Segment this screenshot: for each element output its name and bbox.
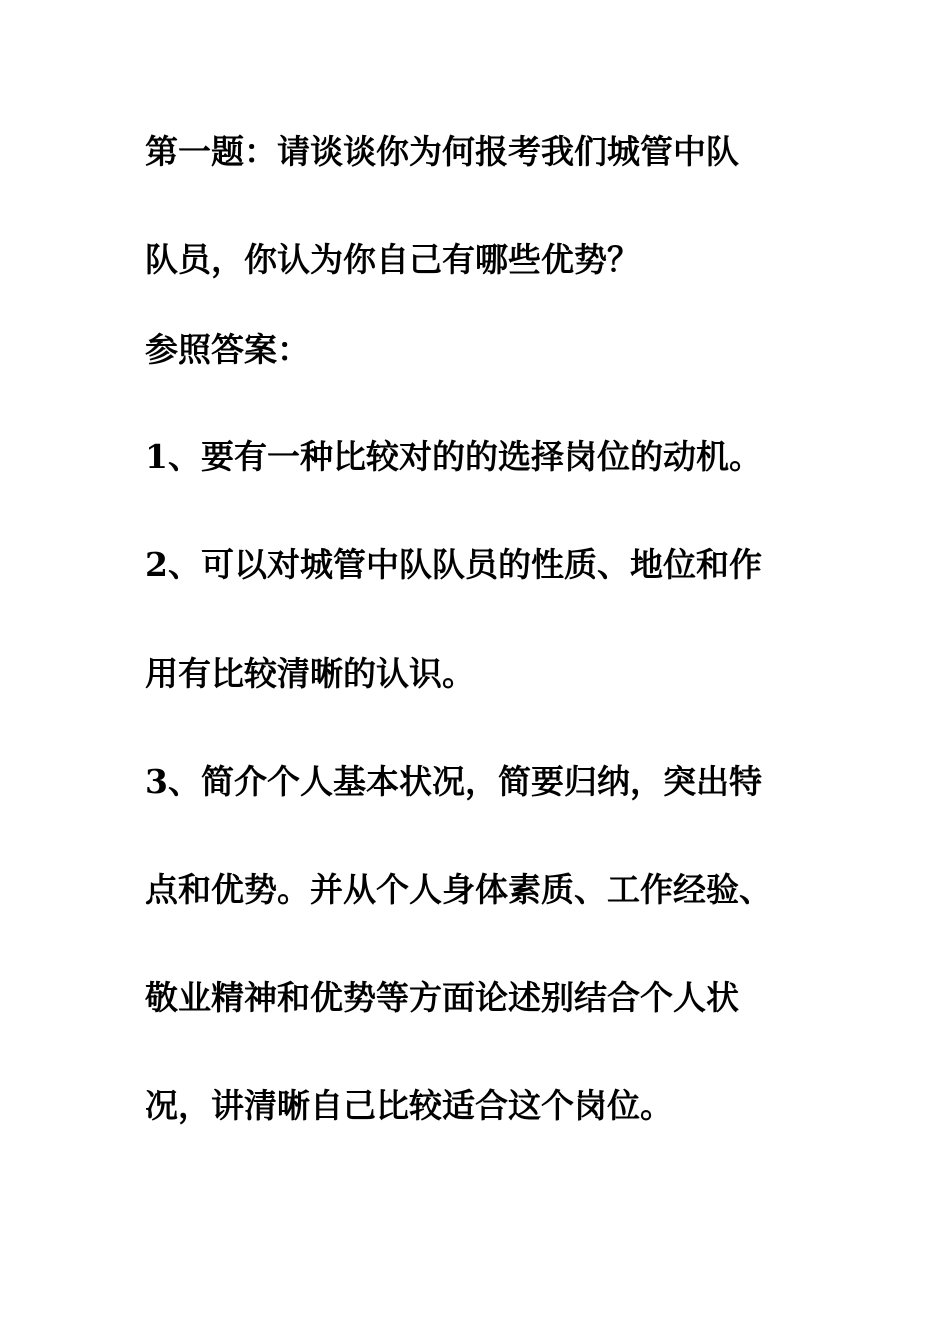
answer-item-3-line-1: 3、简介个人基本状况，简要归纳，突出特 <box>145 762 762 801</box>
answer-item-2-line-1: 2、可以对城管中队队员的性质、地位和作 <box>145 545 762 584</box>
question-line-2: 队员，你认为你自己有哪些优势？ <box>145 240 640 279</box>
answer-item-3-line-4: 况，讲清晰自己比较适合这个岗位。 <box>145 1086 673 1125</box>
answer-item-1-line-1: 1、要有一种比较对的的选择岗位的动机。 <box>145 437 762 476</box>
answer-item-3-line-3: 敬业精神和优势等方面论述别结合个人状 <box>145 978 739 1017</box>
answer-item-3-line-2: 点和优势。并从个人身体素质、工作经验、 <box>145 870 772 909</box>
answer-item-2-line-2: 用有比较清晰的认识。 <box>145 654 475 693</box>
answer-heading: 参照答案： <box>145 330 310 369</box>
question-line-1: 第一题：请谈谈你为何报考我们城管中队 <box>145 132 739 171</box>
